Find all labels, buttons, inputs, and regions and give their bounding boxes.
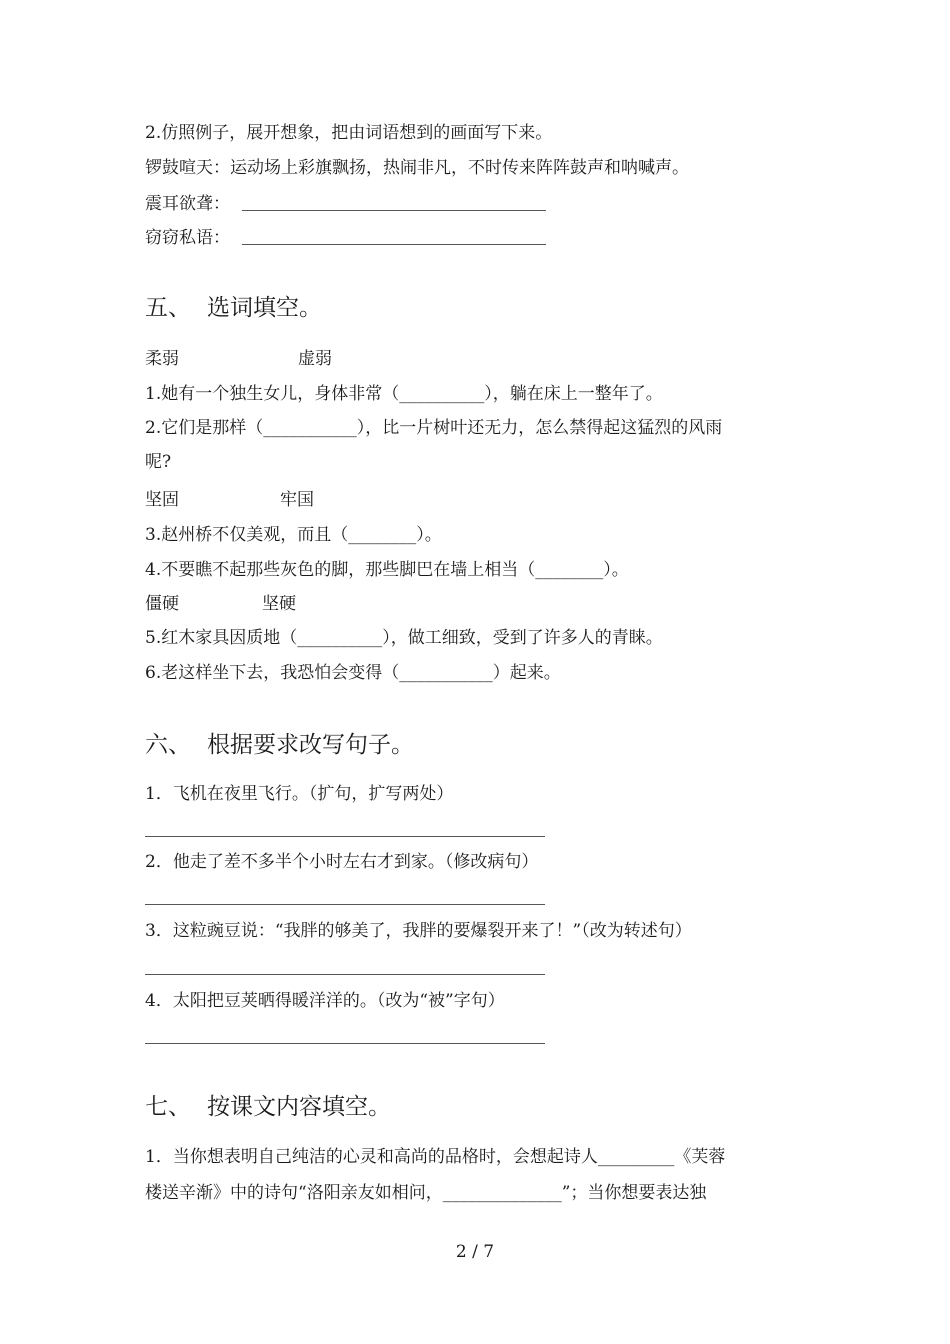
question-text: 4．太阳把豆荚晒得暖洋洋的。（改为“被”字句） (145, 991, 505, 1011)
page-number: 2 / 7 (455, 1242, 495, 1262)
item-label: 震耳欲聋： (145, 194, 230, 214)
answer-line[interactable] (242, 210, 546, 211)
answer-line[interactable] (145, 904, 545, 905)
word-choice: 柔弱 (145, 349, 179, 369)
question-text: 2.它们是那样（___________），比一片树叶还无力，怎么禁得起这猛烈的风雨 (145, 418, 723, 438)
question-text: 4.不要瞧不起那些灰色的脚，那些脚巴在墙上相当（________）。 (145, 560, 629, 580)
question-text: 3．这粒豌豆说：“我胖的够美了，我胖的要爆裂开来了！”（改为转述句） (145, 921, 692, 941)
answer-line[interactable] (145, 974, 545, 975)
word-choice: 虚弱 (298, 349, 332, 369)
word-choice: 坚硬 (262, 594, 296, 614)
question-text: 1．当你想表明自己纯洁的心灵和高尚的品格时，会想起诗人_________《芙蓉 (145, 1147, 726, 1167)
item-label: 窃窃私语： (145, 228, 230, 248)
section-heading (145, 1093, 391, 1121)
question-text: 2.仿照例子，展开想象，把由词语想到的画面写下来。 (145, 123, 553, 143)
section-number: 六、 (145, 732, 191, 758)
answer-line[interactable] (242, 244, 546, 245)
question-text: 楼送辛渐》中的诗句“洛阳亲友如相问，______________”；当你想要表达独 (145, 1183, 707, 1203)
question-text: 1.她有一个独生女儿，身体非常（__________），躺在床上一整年了。 (145, 384, 663, 404)
word-choice: 坚固 (145, 490, 179, 510)
section-title: 选词填空。 (207, 295, 322, 321)
section-heading (145, 731, 414, 759)
section-title: 根据要求改写句子。 (207, 732, 414, 758)
section-title: 按课文内容填空。 (207, 1094, 391, 1120)
section-number: 七、 (145, 1094, 191, 1120)
question-text: 呢? (145, 452, 172, 472)
question-text: 6.老这样坐下去，我恐怕会变得（___________）起来。 (145, 663, 561, 683)
answer-line[interactable] (145, 1043, 545, 1044)
answer-line[interactable] (145, 836, 545, 837)
question-text: 5.红木家具因质地（__________），做工细致，受到了许多人的青睐。 (145, 628, 663, 648)
question-text: 1．飞机在夜里飞行。（扩句，扩写两处） (145, 784, 454, 804)
section-heading (145, 294, 322, 322)
example-text: 锣鼓喧天：运动场上彩旗飘扬，热闹非凡，不时传来阵阵鼓声和呐喊声。 (145, 158, 689, 178)
word-choice: 牢国 (280, 490, 314, 510)
word-choice: 僵硬 (145, 594, 179, 614)
question-text: 3.赵州桥不仅美观，而且（________）。 (145, 525, 442, 545)
question-text: 2．他走了差不多半个小时左右才到家。（修改病句） (145, 852, 539, 872)
section-number: 五、 (145, 295, 191, 321)
